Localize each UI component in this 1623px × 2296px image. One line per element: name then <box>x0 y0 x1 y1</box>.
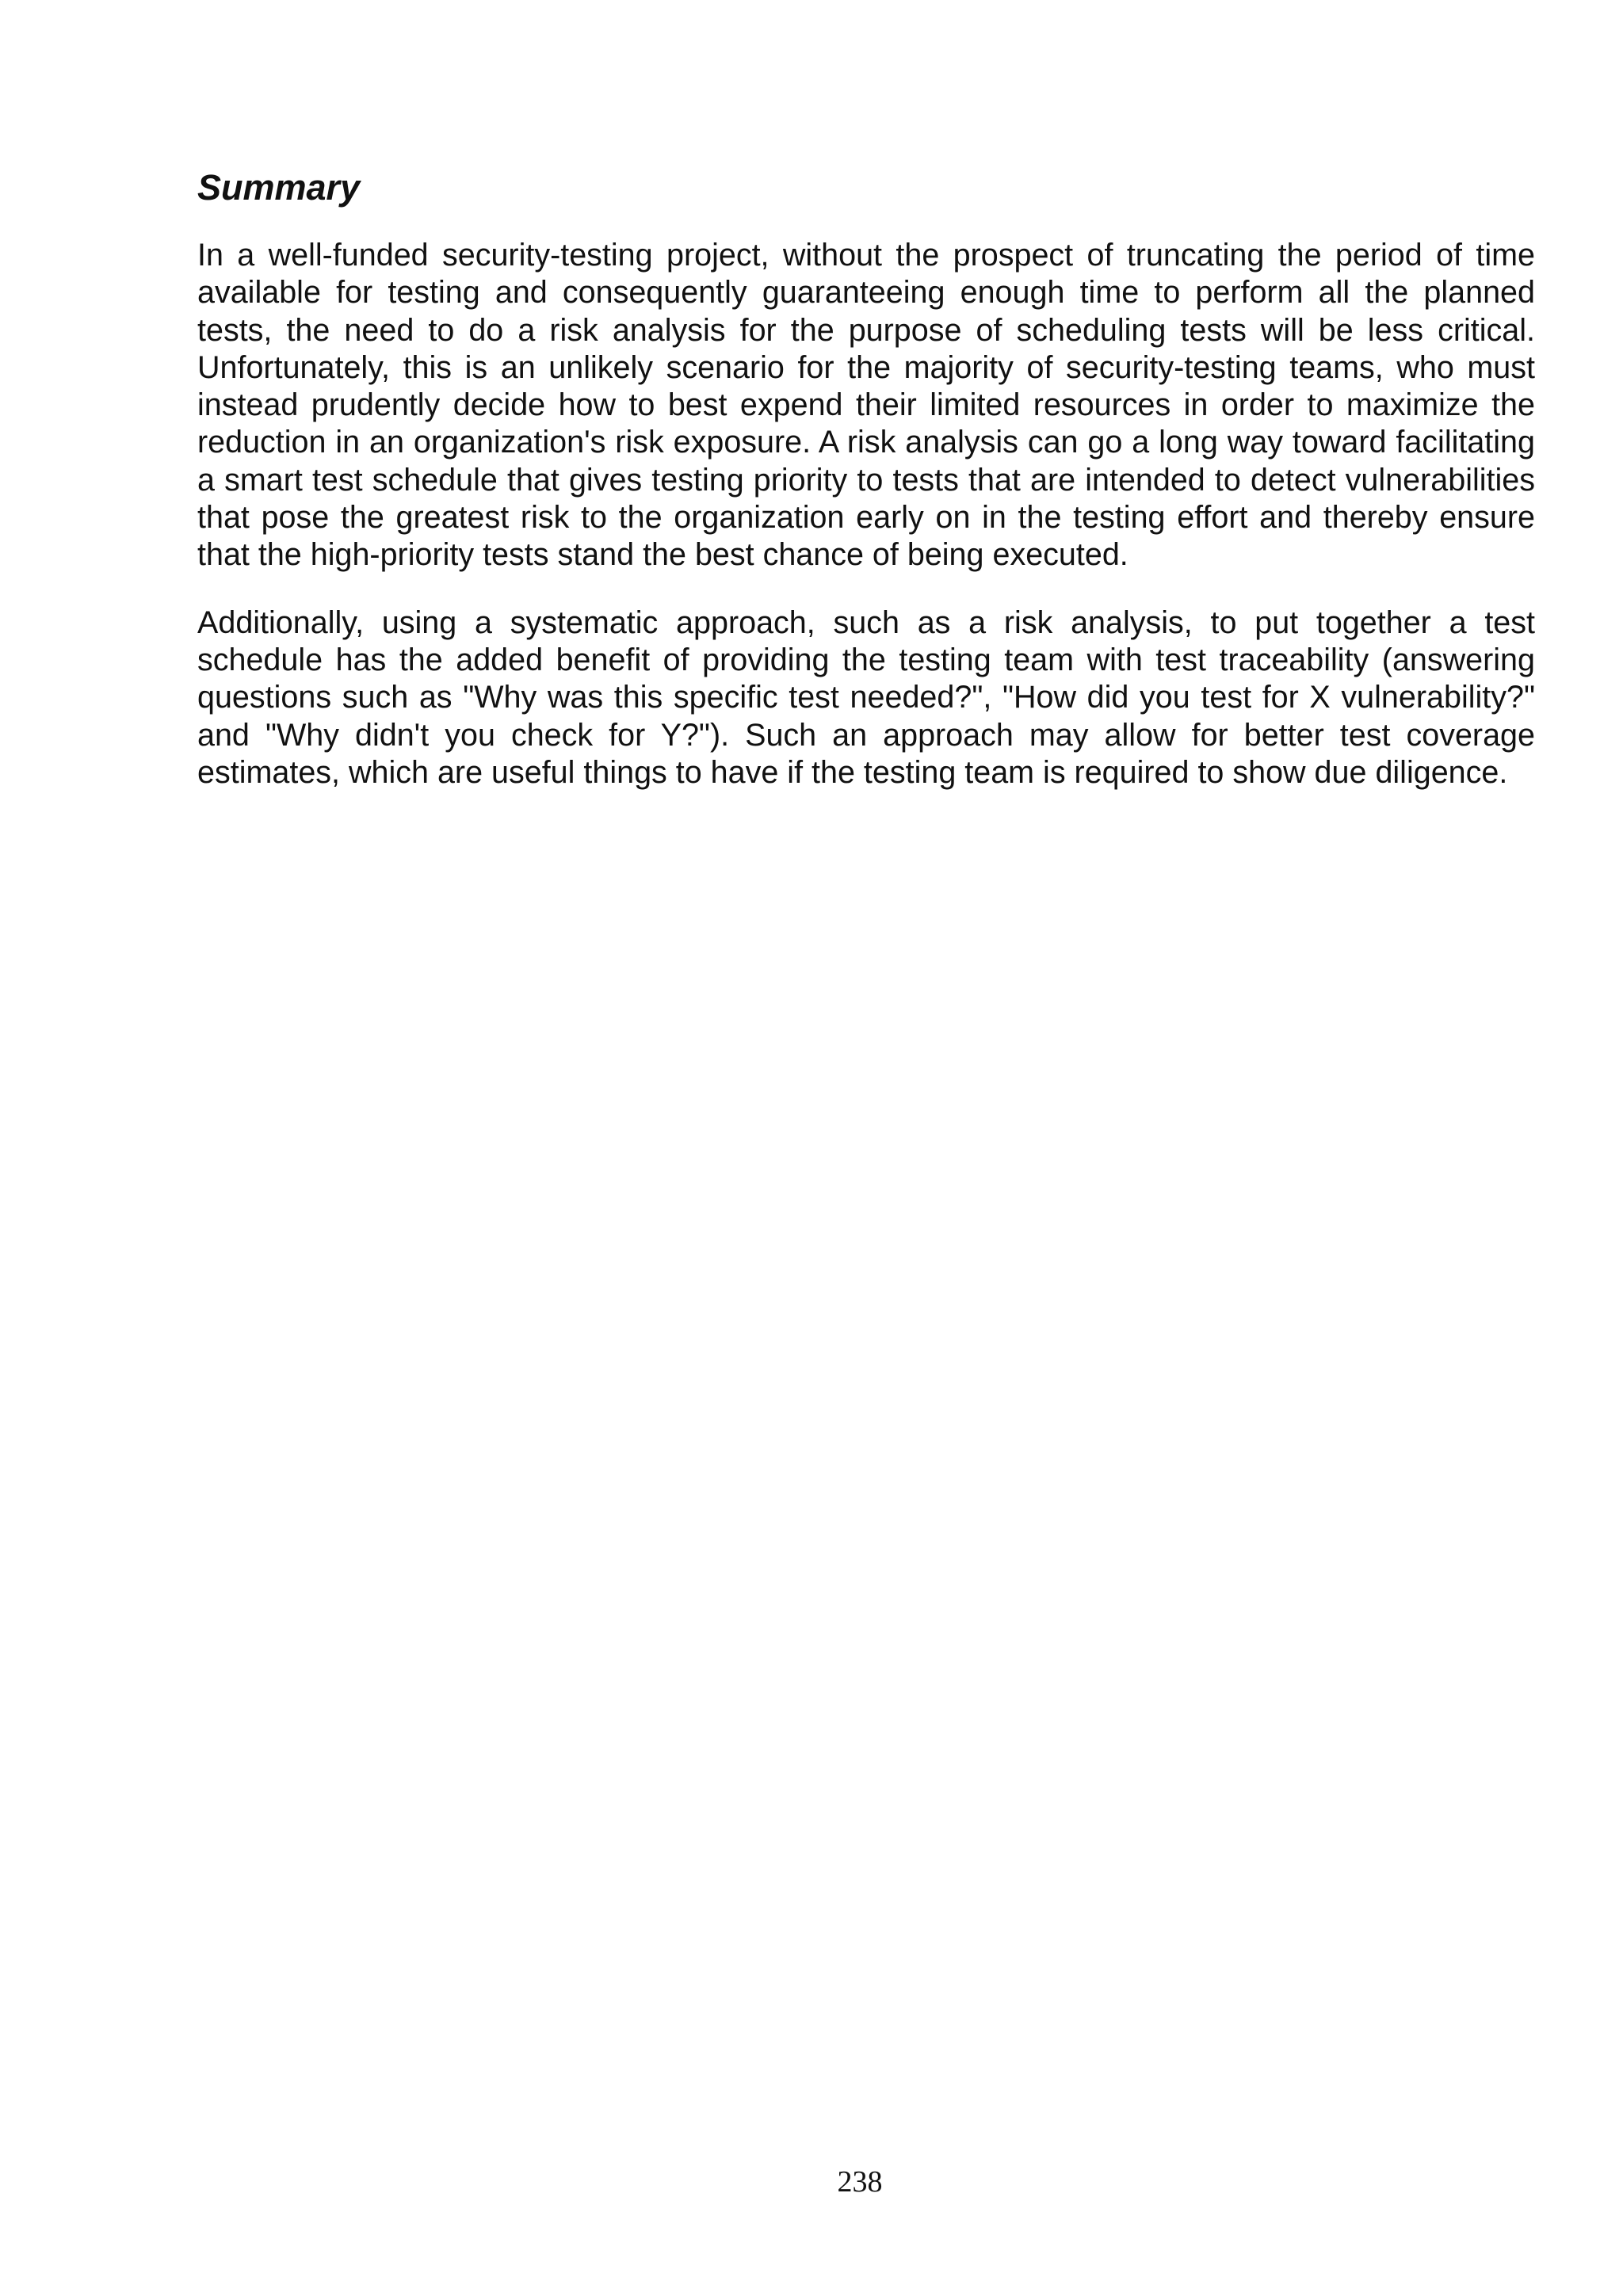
page-number: 238 <box>837 2165 883 2199</box>
page-content <box>197 167 1535 822</box>
section-heading: Summary <box>197 167 361 208</box>
paragraph-2: Additionally, using a systematic approach, such as a risk analysis, to put together a test schedule has the added benefit of providing the testing team with test traceability (answering questions such as "Why was this specific test needed?", "How did you test for X vulnerability?" and "Why didn't you check for Y?"). Such an approach may allow for better test coverage estimates, which are useful things to have if the testing team is required to show due diligence. <box>197 605 1535 790</box>
paragraph-1: In a well-funded security-testing project, without the prospect of truncating the period of time available for testing and consequently guaranteeing enough time to perform all the planned tests, the need to do a risk analysis for the purpose of scheduling tests will be less critical. Unfortunately, this is an unlikely scenario for the majority of security-testing teams, who must instead prudently decide how to best expend their limited resources in order to maximize the reduction in an organization's risk exposure. A risk analysis can go a long way toward facilitating a smart test schedule that gives testing priority to tests that are intended to detect vulnerabilities that pose the greatest risk to the organization early on in the testing effort and thereby ensure that the high-priority tests stand the best chance of being executed. <box>197 238 1535 573</box>
